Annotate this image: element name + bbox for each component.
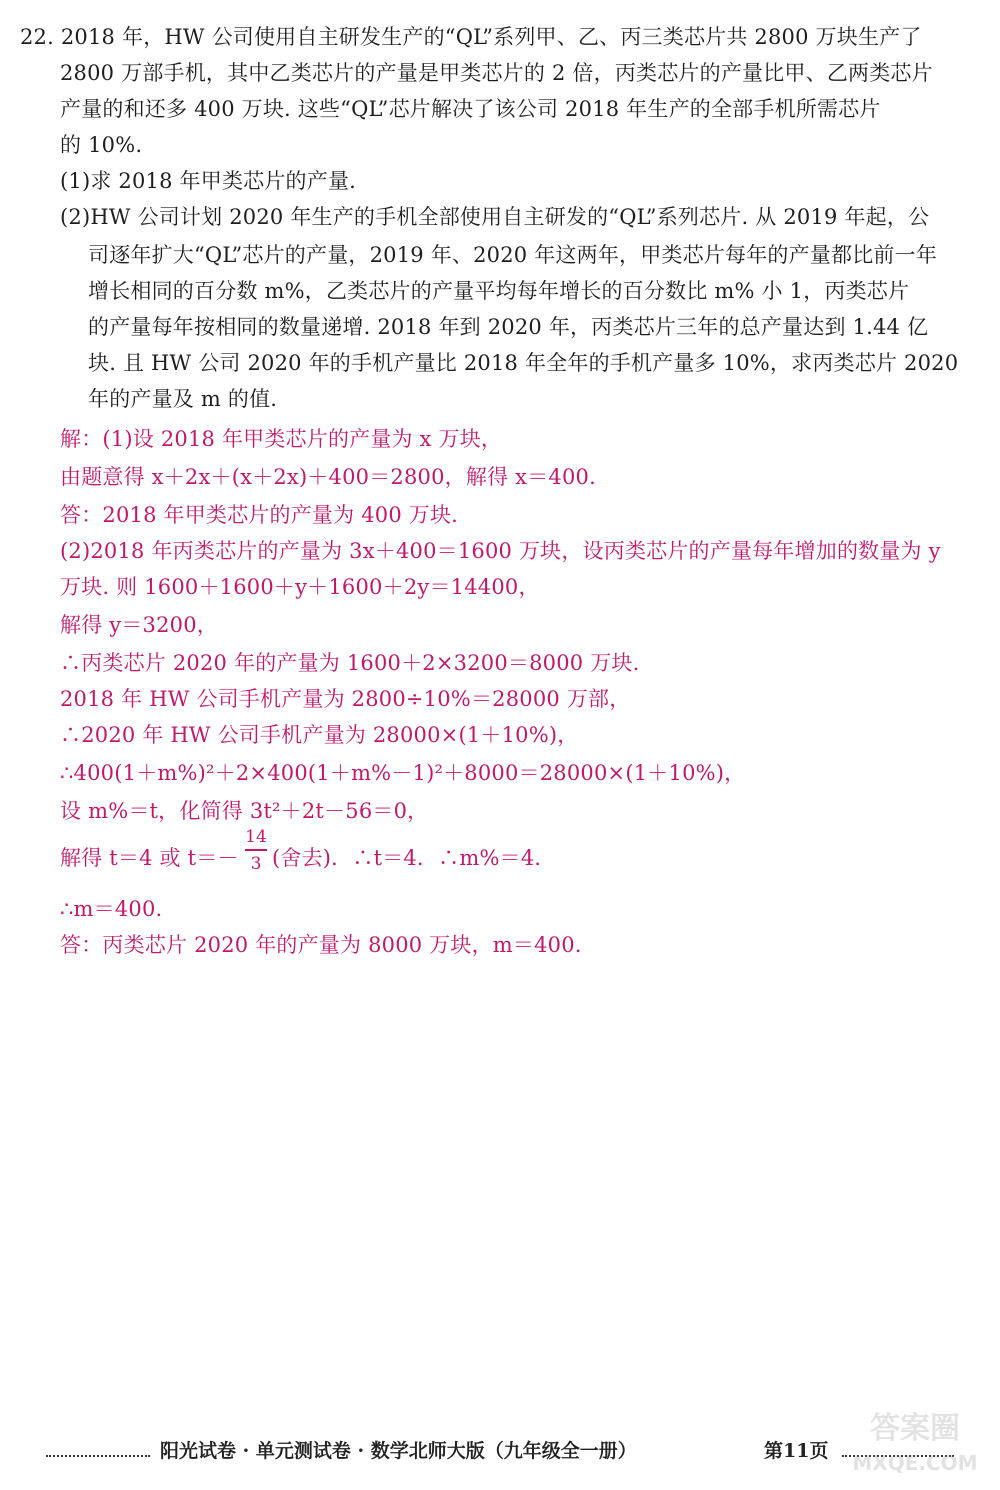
solution-line: 解得 y＝3200，: [60, 613, 218, 637]
solution-line: 解：(1)设 2018 年甲类芯片的产量为 x 万块，: [60, 427, 503, 451]
footer-page-number: 第11页: [764, 1440, 829, 1462]
solution-line: 万块. 则 1600＋1600＋y＋1600＋2y＝14400，: [60, 575, 540, 599]
problem-line: 的 10%.: [60, 133, 143, 157]
problem-line: 增长相同的百分数 m%，乙类芯片的产量平均每年增长的百分数比 m% 小 1，丙类芯片: [88, 279, 910, 303]
problem-line: 司逐年扩大“QL”芯片的产量，2019 年、2020 年这两年，甲类芯片每年的产量都比前一年: [88, 243, 938, 267]
footer-dotted-rule-left: [46, 1455, 150, 1457]
fraction-denominator: 3: [250, 854, 262, 874]
watermark-url: MXQE.COM: [852, 1451, 978, 1475]
solution-line: 解得 t＝4 或 t＝－: [60, 846, 239, 870]
problem-line: 的产量每年按相同的数量递增. 2018 年到 2020 年，丙类芯片三年的总产量达到 1.44 亿: [88, 315, 929, 339]
problem-line: 2800 万部手机，其中乙类芯片的产量是甲类芯片的 2 倍，丙类芯片的产量比甲、乙两类芯片: [60, 61, 933, 85]
problem-line: 产量的和还多 400 万块. 这些“QL”芯片解决了该公司 2018 年生产的全部手机所需芯片: [60, 97, 881, 121]
solution-line: 2018 年 HW 公司手机产量为 2800÷10%＝28000 万部，: [60, 687, 631, 711]
problem-line: 年的产量及 m 的值.: [88, 387, 278, 411]
problem-subquestion-1: (1)求 2018 年甲类芯片的产量.: [60, 169, 357, 193]
solution-line: 由题意得 x＋2x＋(x＋2x)＋400＝2800，解得 x＝400.: [60, 465, 596, 489]
solution-line: ∴2020 年 HW 公司手机产量为 28000×(1＋10%)，: [60, 723, 579, 747]
watermark-logo: [840, 1400, 990, 1480]
solution-line: 答：2018 年甲类芯片的产量为 400 万块.: [60, 503, 459, 527]
problem-subquestion-2: (2)HW 公司计划 2020 年生产的手机全部使用自主研发的“QL”系列芯片. 从 2019 年起，公: [60, 205, 930, 229]
solution-line: (2)2018 年丙类芯片的产量为 3x＋400＝1600 万块，设丙类芯片的产量每年增加的数量为 y: [60, 539, 941, 563]
solution-line: 设 m%＝t，化简得 3t²＋2t－56＝0，: [60, 799, 429, 823]
solution-line: ∴m＝400.: [60, 897, 163, 921]
fraction-numerator: 14: [245, 827, 267, 847]
footer-title: 阳光试卷 · 单元测试卷 · 数学北师大版（九年级全一册）: [160, 1440, 637, 1462]
problem-line: 22. 2018 年，HW 公司使用自主研发生产的“QL”系列甲、乙、丙三类芯片共 2800 万块生产了: [20, 25, 922, 49]
watermark-text: 答案圈: [870, 1411, 960, 1446]
solution-line: 答：丙类芯片 2020 年的产量为 8000 万块，m＝400.: [60, 933, 582, 957]
problem-line: 块. 且 HW 公司 2020 年的手机产量比 2018 年全年的手机产量多 10%，求丙类芯片 2020: [88, 351, 959, 375]
solution-line: ∴400(1＋m%)²＋2×400(1＋m%－1)²＋8000＝28000×(1＋10%)，: [60, 761, 746, 785]
solution-line: ∴丙类芯片 2020 年的产量为 1600＋2×3200＝8000 万块.: [60, 651, 640, 675]
fraction-bar: [245, 849, 267, 851]
solution-line: (舍去)．∴t＝4．∴m%＝4．: [272, 846, 556, 870]
